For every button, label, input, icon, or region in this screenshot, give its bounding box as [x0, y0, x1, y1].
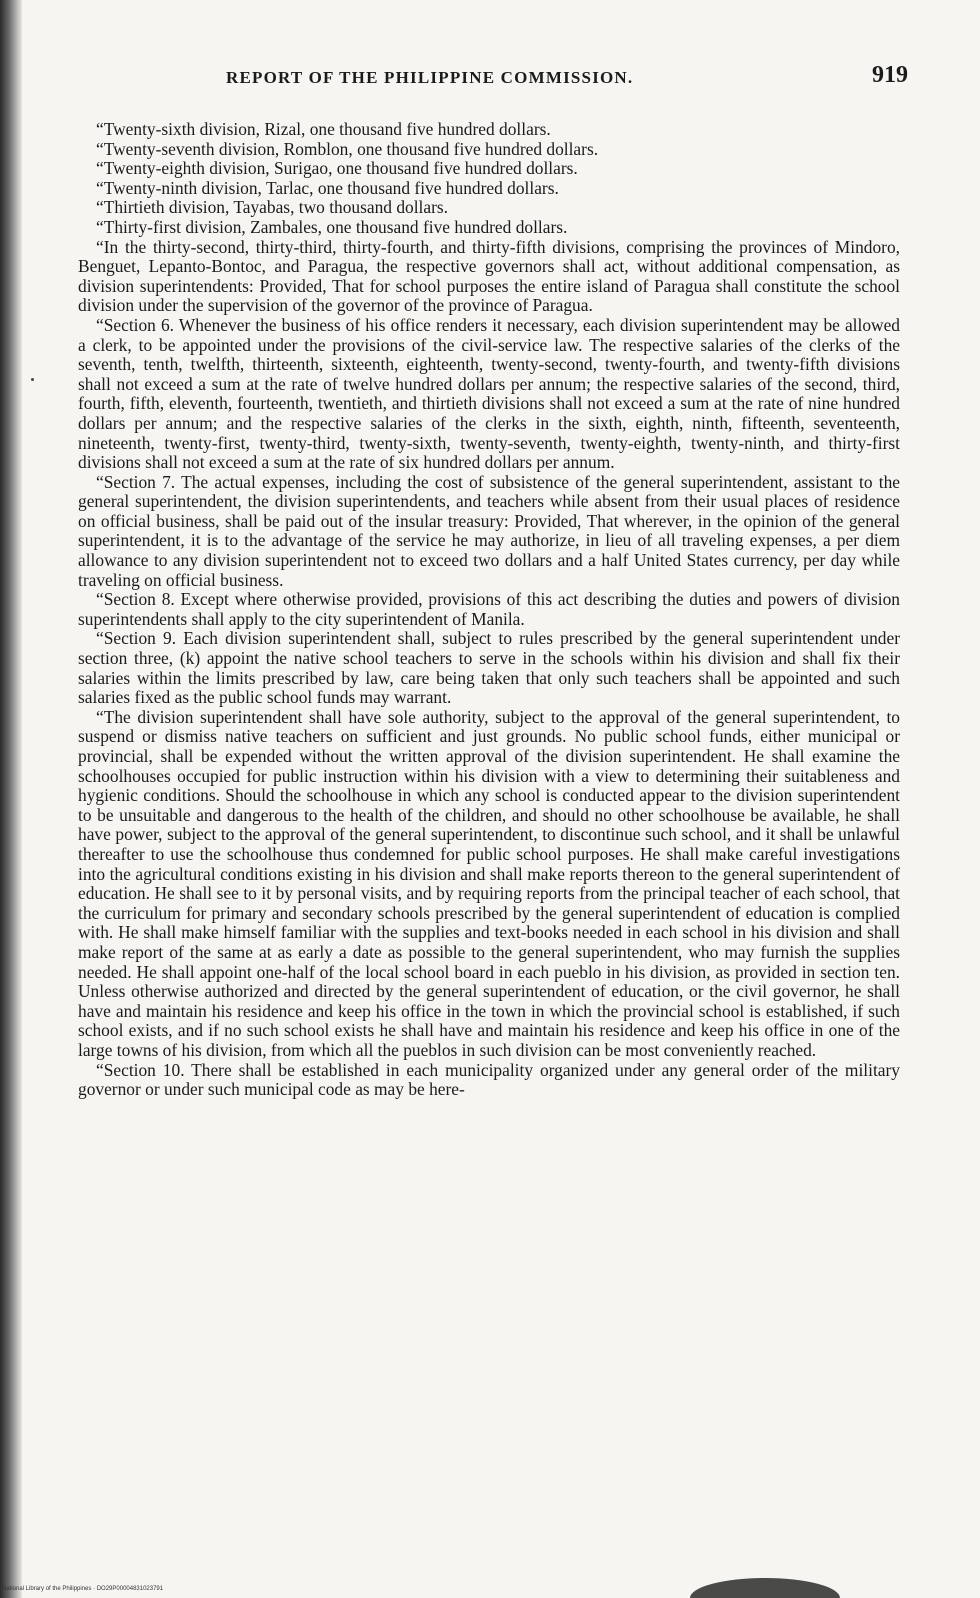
page-number: 919 — [872, 62, 908, 88]
paragraph: “Twenty-ninth division, Tarlac, one thousand five hundred dollars. — [96, 177, 559, 198]
paragraph: “Section 6. Whenever the business of his office renders it necessary, each division superintendent may be allowed a clerk, to be appointed under the provisions of the civil-service law. The respective salaries of the clerks of the seventh, tenth, twelfth, thirteenth, sixteenth, eighteenth, twenty-second, twenty-fourth, and twenty-fifth divisions shall not exceed a sum at the rate of twelve hundred dollars per annum; the respective salaries of the second, third, fourth, fifth, eleventh, fourteenth, twentieth, and thirtieth divisions shall not exceed a sum at the rate of nine hundred dollars per annum; and the respective salaries of the clerks in the sixth, eighth, ninth, fifteenth, seventeenth, nineteenth, twenty-first, twenty-third, twenty-sixth, twenty-seventh, twenty-eighth, twenty-ninth, and thirty-first divisions shall not exceed a sum at the rate of six hundred dollars per annum. — [78, 314, 900, 473]
body-text — [78, 120, 900, 1100]
paragraph: “Twenty-sixth division, Rizal, one thousand five hundred dollars. — [96, 119, 551, 139]
paragraph: “Section 10. There shall be established in each municipality organized under any general order of the military governor or under such municipal code as may be here- — [78, 1059, 900, 1100]
paragraph: “Twenty-seventh division, Romblon, one thousand five hundred dollars. — [96, 138, 599, 159]
paragraph: “Thirty-first division, Zambales, one thousand five hundred dollars. — [96, 216, 568, 237]
paragraph: “Section 8. Except where otherwise provided, provisions of this act describing the duties and powers of division superintendents shall apply to the city superintendent of Manila. — [78, 589, 900, 629]
paragraph: “In the thirty-second, thirty-third, thirty-fourth, and thirty-fifth divisions, comprising the provinces of Mindoro, Benguet, Lepanto-Bontoc, and Paragua, the respective governors shall act, without additional compensation, as division superintendents: Provided, That for school purposes the entire island of Paragua shall constitute the school division under the supervision of the governor of the province of Paragua. — [78, 236, 900, 316]
scan-smudge — [690, 1578, 840, 1598]
footer-credit: National Library of the Philippines · DO29P00004831023791 — [2, 1586, 164, 1592]
paragraph: “Twenty-eighth division, Surigao, one thousand five hundred dollars. — [96, 158, 578, 179]
paragraph: “The division superintendent shall have sole authority, subject to the approval of the general superintendent, to suspend or dismiss native teachers on sufficient and just grounds. No public school funds, either municipal or provincial, shall be expended without the written approval of the division superintendent. He shall examine the schoolhouses occupied for public instruction within his division with a view to determining their suitableness and hygienic conditions. Should the schoolhouse in which any school is conducted appear to the division superintendent to be unsuitable and dangerous to the health of the children, and should no other schoolhouse be available, he shall have power, subject to the approval of the general superintendent, to discontinue such school, and it shall be unlawful thereafter to use the schoolhouse thus condemned for public school purposes. He shall make careful investigations into the agricultural conditions existing in his division and shall make reports thereon to the general superintendent of education. He shall see to it by personal visits, and by requiring reports from the principal teacher of each school, that the curriculum for primary and secondary schools prescribed by the general superintendent of education is complied with. He shall make himself familiar with the supplies and text-books needed in each school in his division and shall make report of the same at as early a date as possible to the general superintendent, who may furnish the supplies needed. He shall appoint one-half of the local school board in each pueblo in his division, as provided in section ten. Unless otherwise authorized and directed by the general superintendent of education, or the civil governor, he shall have and maintain his residence and keep his office in the town in which the provincial school is established, if such school exists, and if no such school exists he shall have and maintain his residence and keep his office in one of the large towns of his division, from which all the pueblos in such division can be most conveniently reached. — [78, 706, 900, 1060]
book-spine-shadow — [0, 0, 22, 1598]
running-head: REPORT OF THE PHILIPPINE COMMISSION. — [226, 68, 634, 87]
paragraph: “Section 9. Each division superintendent shall, subject to rules prescribed by the general superintendent under section three, (k) appoint the native school teachers to serve in the schools within his division and shall fix their salaries within the limits prescribed by law, care being taken that only such teachers shall be appointed and such salaries fixed as the public school funds may warrant. — [78, 628, 900, 708]
margin-mark — [31, 378, 34, 381]
paragraph: “Thirtieth division, Tayabas, two thousand dollars. — [96, 197, 449, 218]
page-header — [226, 62, 908, 94]
paragraph: “Section 7. The actual expenses, including the cost of subsistence of the general superintendent, assistant to the general superintendent, the division superintendents, and teachers while absent from their usual places of residence on official business, shall be paid out of the insular treasury: Provided, That wherever, in the opinion of the general superintendent, it is to the advantage of the service he may authorize, in lieu of all traveling expenses, a per diem allowance to any division superintendent not to exceed two dollars and a half United States currency, per day while traveling on official business. — [78, 471, 900, 590]
